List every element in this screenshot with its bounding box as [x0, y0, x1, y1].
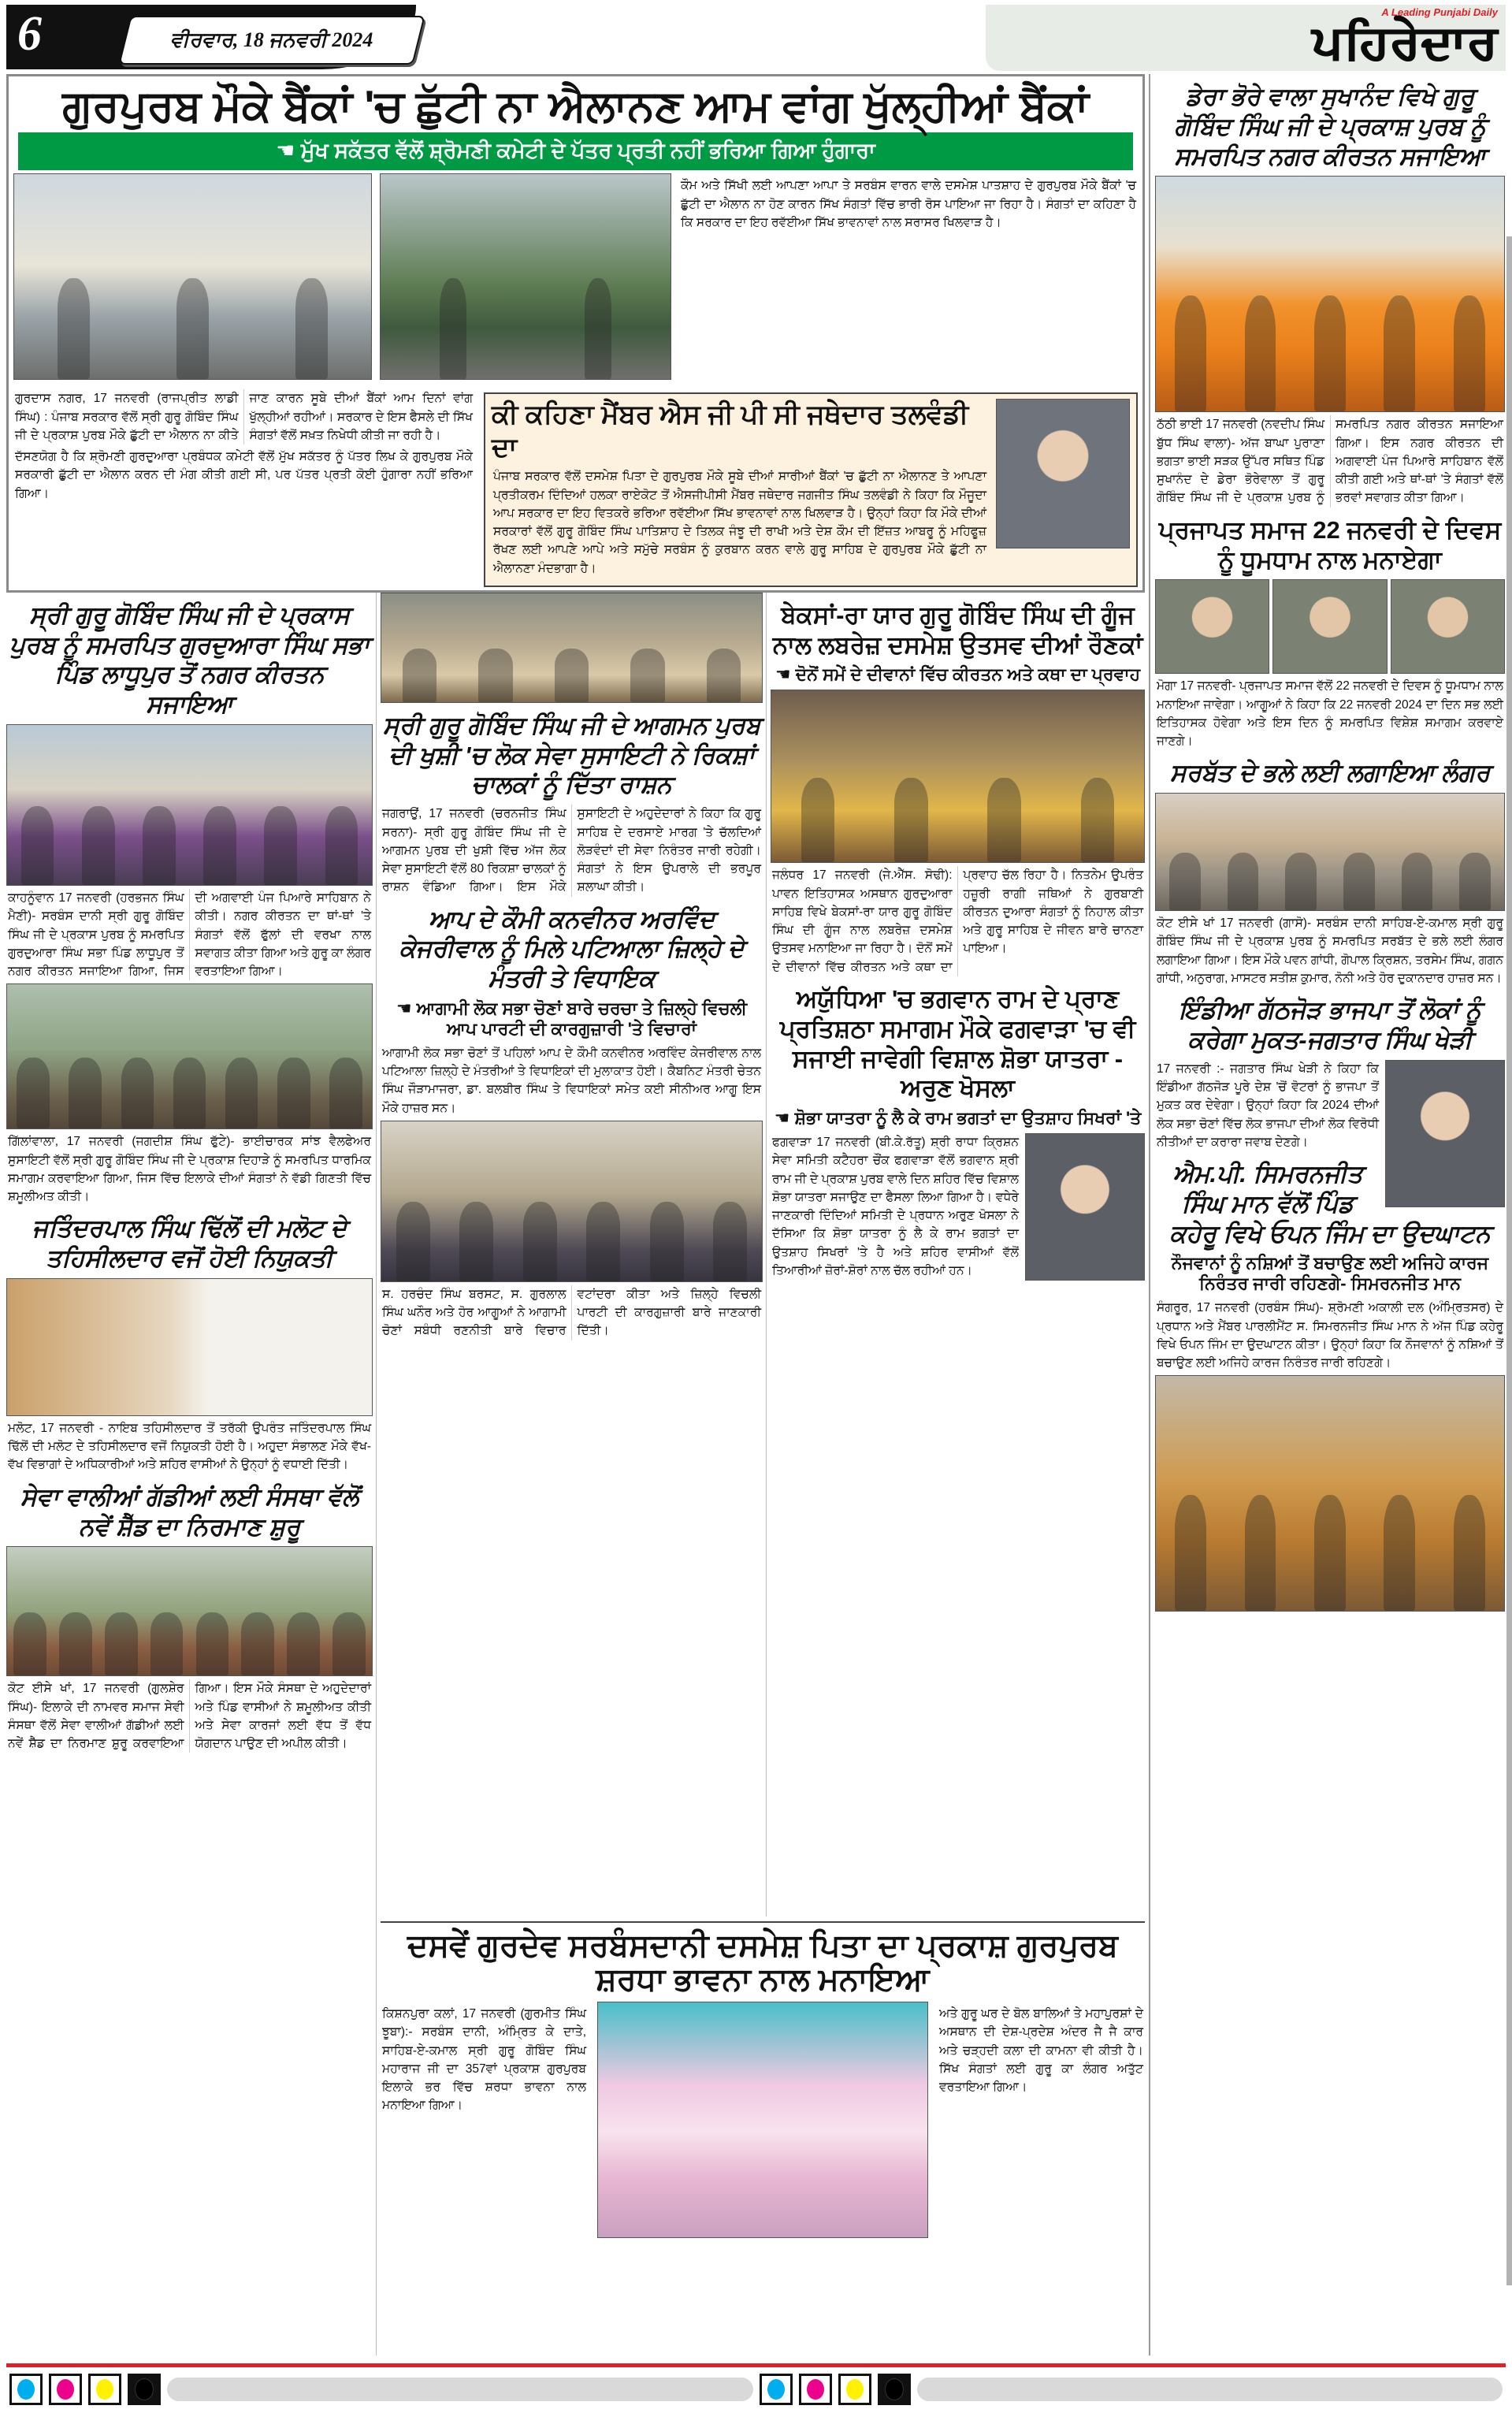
kejriwal-meeting-photo — [381, 1121, 763, 1282]
article-tehsildar — [6, 1214, 373, 1474]
sgpc-member-box — [484, 392, 1138, 586]
member-box-body: ਪੰਜਾਬ ਸਰਕਾਰ ਵੱਲੋਂ ਦਸਮੇਸ਼ ਪਿਤਾ ਦੇ ਗੁਰਪੁਰਬ ਮੌਕੇ ਸੂਬੇ ਦੀਆਂ ਸਾਰੀਆਂ ਬੈਂਕਾਂ 'ਚ ਛੁੱਟੀ ਨਾ ਐਲਾਨਣ ਤੇ ਆਪਣਾ ਪ੍ਰਤੀਕਰਮ ਦਿੰਦਿਆਂ ਹਲਕਾ ਰਾਏਕੋਟ ਤੋਂ ਐਸਜੀਪੀਸੀ ਮੈਂਬਰ ਜਥੇਦਾਰ ਜਗਜੀਤ ਸਿੰਘ ਤਲਵੰਡੀ ਨੇ ਕਿਹਾ ਕਿ ਮੌਜੂਦਾ ਆਪ ਸਰਕਾਰ ਦਾ ਇਹ ਵਿਤਕਰੇ ਭਰਿਆ ਰਵੱਈਆ ਸਿੱਖ ਭਾਵਨਾਵਾਂ ਨਾਲ ਖਿਲਵਾੜ ਹੈ। ਉਨ੍ਹਾਂ ਕਿਹਾ ਕਿ ਮੌਕੇ ਦੀਆਂ ਸਰਕਾਰਾਂ ਵੱਲੋਂ ਗੁਰੂ ਗੋਬਿੰਦ ਸਿੰਘ ਪਾਤਿਸ਼ਾਹ ਦੇ ਤਿਲਕ ਜੰਝੂ ਦੀ ਰਾਖੀ ਅਤੇ ਦੇਸ਼ ਕੌਮ ਦੀ ਇੱਜ਼ਤ ਆਬਰੂ ਨੂੰ ਮਹਿਫੂਜ਼ ਰੱਖਣ ਲਈ ਆਪਣੇ ਆਪੇ ਅਤੇ ਸਮੁੱਚੇ ਸਰਬੰਸ ਨੂੰ ਕੁਰਬਾਨ ਕਰਨ ਵਾਲੇ ਗੁਰੂ ਸਾਹਿਬ ਦੇ ਗੁਰਪੁਰਬ ਮੌਕੇ ਛੁੱਟੀ ਨਾ ਐਲਾਨਣਾ ਮੰਦਭਾਗਾ ਹੈ। — [493, 470, 986, 575]
article-ladhupur — [6, 600, 373, 981]
article-ayodhya — [771, 984, 1145, 1280]
registration-mark-magenta — [799, 2374, 832, 2405]
gray-bar — [917, 2378, 1503, 2401]
bank-building-photo — [380, 173, 671, 380]
kejriwal-body: ਆਗਾਮੀ ਲੋਕ ਸਭਾ ਚੋਣਾਂ ਤੋਂ ਪਹਿਲਾਂ ਆਪ ਦੇ ਕੌਮੀ ਕਨਵੀਨਰ ਅਰਵਿੰਦ ਕੇਜਰੀਵਾਲ ਨਾਲ ਪਟਿਆਲਾ ਜ਼ਿਲ੍ਹੇ ਦੇ ਮੰਤਰੀਆਂ ਤੇ ਵਿਧਾਇਕਾਂ ਦੀ ਮੁਲਾਕਾਤ ਹੋਈ। ਕੈਬਨਿਟ ਮੰਤਰੀ ਚੇਤਨ ਸਿੰਘ ਜੌੜਾਮਾਜਰਾ, ਡਾ. ਬਲਬੀਰ ਸਿੰਘ ਤੇ ਵਿਧਾਇਕਾਂ ਸਮੇਤ ਕਈ ਸੀਨੀਅਰ ਆਗੂ ਇਸ ਮੌਕੇ ਹਾਜ਼ਰ ਸਨ। — [382, 1046, 761, 1115]
tehsildar-headline: ਜਤਿੰਦਰਪਾਲ ਸਿੰਘ ਢਿੱਲੋਂ ਦੀ ਮਲੋਟ ਦੇ ਤਹਿਸੀਲਦਾਰ ਵਜੋਂ ਹੋਈ ਨਿਯੁਕਤੀ — [32, 1214, 347, 1273]
middle-column-1 — [381, 593, 767, 1917]
print-registration-marks — [6, 2367, 1506, 2413]
ladhupur-body: ਕਾਹਨੂੰਵਾਨ 17 ਜਨਵਰੀ (ਹਰਭਜਨ ਸਿੰਘ ਮੈਣੀ)- ਸਰਬੰਸ ਦਾਨੀ ਸ੍ਰੀ ਗੁਰੂ ਗੋਬਿੰਦ ਸਿੰਘ ਜੀ ਦੇ ਪ੍ਰਕਾਸ ਪੁਰਬ ਨੂੰ ਸਮਰਪਿਤ ਗੁਰਦੁਆਰਾ ਸਿੰਘ ਸਭਾ ਪਿੰਡ ਲਾਧੂਪੁਰ ਤੋਂ ਨਗਰ ਕੀਰਤਨ ਸਜਾਇਆ ਗਿਆ, ਜਿਸ ਦੀ ਅਗਵਾਈ ਪੰਜ ਪਿਆਰੇ ਸਾਹਿਬਾਨ ਨੇ ਕੀਤੀ। ਨਗਰ ਕੀਰਤਨ ਦਾ ਥਾਂ-ਥਾਂ 'ਤੇ ਸੰਗਤਾਂ ਵੱਲੋਂ ਫੁੱਲਾਂ ਦੀ ਵਰਖਾ ਨਾਲ ਸਵਾਗਤ ਕੀਤਾ ਗਿਆ ਅਤੇ ਗੁਰੂ ਕਾ ਲੰਗਰ ਵਰਤਾਇਆ ਗਿਆ। — [8, 891, 371, 979]
dasam-body-left: ਕਿਸ਼ਨਪੁਰਾ ਕਲਾਂ, 17 ਜਨਵਰੀ (ਗੁਰਮੀਤ ਸਿੰਘ ਝੂਬਾ):- ਸਰਬੰਸ ਦਾਨੀ, ਅੰਮ੍ਰਿਤ ਕੇ ਦਾਤੇ, ਸਾਹਿਬ-ਏ-ਕਮਾਲ ਸ੍ਰੀ ਗੁਰੂ ਗੋਬਿੰਦ ਸਿੰਘ ਮਹਾਰਾਜ ਜੀ ਦਾ 357ਵਾਂ ਪ੍ਰਕਾਸ਼ ਗੁਰਪੁਰਬ ਇਲਾਕੇ ਭਰ ਵਿੱਚ ਸ਼ਰਧਾ ਭਾਵਨਾ ਨਾਲ ਮਨਾਇਆ ਗਿਆ। — [382, 2007, 586, 2113]
article-dasmesh-utsav — [771, 600, 1145, 976]
left-column — [6, 593, 377, 2355]
ayodhya-headline: ਅਯੁੱਧਿਆ 'ਚ ਭਗਵਾਨ ਰਾਮ ਦੇ ਪ੍ਰਾਣ ਪ੍ਰਤਿਸ਼ਠਾ ਸਮਾਗਮ ਮੌਕੇ ਫਗਵਾੜਾ 'ਚ ਵੀ ਸਜਾਈ ਜਾਵੇਗੀ ਵਿਸ਼ਾਲ ਸ਼ੋਭਾ ਯਾਤਰਾ - ਅਰੁਣ ਖੋਸਲਾ — [779, 984, 1136, 1102]
lead-body-left: ਗੁਰਦਾਸ ਨਗਰ, 17 ਜਨਵਰੀ (ਰਾਜਪ੍ਰੀਤ ਲਾਡੀ ਸਿੰਘ) : ਪੰਜਾਬ ਸਰਕਾਰ ਵੱਲੋਂ ਸ੍ਰੀ ਗੁਰੂ ਗੋਬਿੰਦ ਸਿੰਘ ਜੀ ਦੇ ਪ੍ਰਕਾਸ਼ ਪੁਰਬ ਮੌਕੇ ਛੁੱਟੀ ਦਾ ਐਲਾਨ ਨਾ ਕੀਤੇ ਜਾਣ ਕਾਰਨ ਸੂਬੇ ਦੀਆਂ ਬੈਂਕਾਂ ਆਮ ਦਿਨਾਂ ਵਾਂਗ ਖੁੱਲ੍ਹੀਆਂ ਰਹੀਆਂ। ਸਰਕਾਰ ਦੇ ਇਸ ਫੈਸਲੇ ਦੀ ਸਿੱਖ ਸੰਗਤਾਂ ਵੱਲੋਂ ਸਖ਼ਤ ਨਿਖੇਧੀ ਕੀਤੀ ਜਾ ਰਹੀ ਹੈ। — [15, 392, 473, 442]
registration-mark-black — [878, 2374, 911, 2405]
page-header — [6, 5, 1506, 74]
prajapat-leaders-portraits — [1155, 579, 1505, 674]
nagar-kirtan-procession-photo — [6, 724, 373, 886]
prajapat-body: ਮੋਗਾ 17 ਜਨਵਰੀ- ਪ੍ਰਜਾਪਤ ਸਮਾਜ ਵੱਲੋਂ 22 ਜਨਵਰੀ ਦੇ ਦਿਵਸ ਨੂੰ ਧੂਮਧਾਮ ਨਾਲ ਮਨਾਇਆ ਜਾਵੇਗਾ। ਆਗੂਆਂ ਨੇ ਕਿਹਾ ਕਿ 22 ਜਨਵਰੀ 2024 ਦਾ ਦਿਨ ਸਭ ਲਈ ਇਤਿਹਾਸਕ ਹੋਵੇਗਾ ਅਤੇ ਇਸ ਦਿਨ ਨੂੰ ਸਮਰਪਿਤ ਵਿਸ਼ੇਸ਼ ਸਮਾਗਮ ਕਰਵਾਏ ਜਾਣਗੇ। — [1157, 679, 1503, 749]
mann-headline: ਐਮ.ਪੀ. ਸਿਮਰਨਜੀਤ ਸਿੰਘ ਮਾਨ ਵੱਲੋਂ ਪਿੰਡ ਕਹੇਰੂ ਵਿਖੇ ਓਪਨ ਜਿੰਮ ਦਾ ਉਦਘਾਟਨ — [1169, 1160, 1491, 1247]
date-box — [118, 16, 425, 65]
mann-body: ਸੰਗਰੂਰ, 17 ਜਨਵਰੀ (ਹਰਬੰਸ ਸਿੰਘ)- ਸ਼੍ਰੋਮਣੀ ਅਕਾਲੀ ਦਲ (ਅੰਮ੍ਰਿਤਸਰ) ਦੇ ਪ੍ਰਧਾਨ ਅਤੇ ਮੈਂਬਰ ਪਾਰਲੀਮੈਂਟ ਸ. ਸਿਮਰਨਜੀਤ ਸਿੰਘ ਮਾਨ ਨੇ ਅੱਜ ਪਿੰਡ ਕਹੇਰੂ ਵਿਖੇ ਓਪਨ ਜਿੰਮ ਦਾ ਉਦਘਾਟਨ ਕੀਤਾ। ਉਨ੍ਹਾਂ ਕਿਹਾ ਕਿ ਨੌਜਵਾਨਾਂ ਨੂੰ ਨਸ਼ਿਆਂ ਤੋਂ ਬਚਾਉਣ ਲਈ ਅਜਿਹੇ ਕਾਰਜ ਨਿਰੰਤਰ ਜਾਰੀ ਰਹਿਣਗੇ। — [1157, 1301, 1503, 1370]
lead-kicker: ☚ ਮੁੱਖ ਸਕੱਤਰ ਵੱਲੋਂ ਸ਼੍ਰੋਮਣੀ ਕਮੇਟੀ ਦੇ ਪੱਤਰ ਪ੍ਰਤੀ ਨਹੀਂ ਭਰਿਆ ਗਿਆ ਹੁੰਗਾਰਾ — [18, 132, 1133, 170]
article-rickshaw — [381, 711, 763, 897]
registration-mark-yellow — [88, 2374, 121, 2405]
arun-khosla-portrait-photo — [1025, 1133, 1145, 1281]
langar-body: ਕੋਟ ਈਸੇ ਖਾਂ 17 ਜਨਵਰੀ (ਗਾਸੋ)- ਸਰਬੰਸ ਦਾਨੀ ਸਾਹਿਬ-ਏ-ਕਮਾਲ ਸ੍ਰੀ ਗੁਰੂ ਗੋਬਿੰਦ ਸਿੰਘ ਜੀ ਦੇ ਪ੍ਰਕਾਸ਼ ਪੁਰਬ ਨੂੰ ਸਮਰਪਿਤ ਸਰਬੱਤ ਦੇ ਭਲੇ ਲਈ ਲੰਗਰ ਲਗਾਇਆ ਗਿਆ। ਇਸ ਮੌਕੇ ਪਵਨ ਗਾਂਧੀ, ਗੋਪਾਲ ਕ੍ਰਿਸ਼ਨ, ਤਰਸੇਮ ਸਿੰਘ, ਗਗਨ ਗਾਂਧੀ, ਅਨੁਰਾਗ, ਮਾਸਟਰ ਸਤੀਸ਼ ਕੁਮਾਰ, ਨੋਨੀ ਅਤੇ ਹੋਰ ਦੁਕਾਨਦਾਰ ਹਾਜ਼ਰ ਸਨ। — [1157, 916, 1503, 985]
langar-headline: ਸਰਬੱਤ ਦੇ ਭਲੇ ਲਈ ਲਗਾਇਆ ਲੰਗਰ — [1169, 759, 1491, 787]
ladhupur-headline: ਸ੍ਰੀ ਗੁਰੂ ਗੋਬਿੰਦ ਸਿੰਘ ਜੀ ਦੇ ਪ੍ਰਕਾਸ ਪੁਰਬ ਨੂੰ ਸਮਰਪਿਤ ਗੁਰਦੁਆਰਾ ਸਿੰਘ ਸਭਾ ਪਿੰਡ ਲਾਧੂਪੁਰ ਤੋਂ ਨਗਰ ਕੀਰਤਨ ਸਜਾਇਆ — [9, 600, 370, 719]
dera-body: ਠੱਠੀ ਭਾਈ 17 ਜਨਵਰੀ (ਨਵਦੀਪ ਸਿੰਘ ਬੁੱਧ ਸਿੰਘ ਵਾਲਾ)- ਅੱਜ ਬਾਘਾ ਪੁਰਾਣਾ ਭਗਤਾ ਭਾਈ ਸੜਕ ਉੱਪਰ ਸਥਿਤ ਪਿੰਡ ਸੁਖਾਨੰਦ ਦੇ ਡੇਰਾ ਭੋਰੇਵਾਲਾ ਤੋਂ ਗੁਰੂ ਗੋਬਿੰਦ ਸਿੰਘ ਜੀ ਦੇ ਪ੍ਰਕਾਸ਼ ਪੁਰਬ ਨੂੰ ਸਮਰਪਿਤ ਨਗਰ ਕੀਰਤਨ ਸਜਾਇਆ ਗਿਆ। ਇਸ ਨਗਰ ਕੀਰਤਨ ਦੀ ਅਗਵਾਈ ਪੰਜ ਪਿਆਰੇ ਸਾਹਿਬਾਨ ਵੱਲੋਂ ਕੀਤੀ ਗਈ ਅਤੇ ਥਾਂ-ਥਾਂ 'ਤੇ ਸੰਗਤਾਂ ਵੱਲੋਂ ਭਰਵਾਂ ਸਵਾਗਤ ਕੀਤਾ ਗਿਆ। — [1157, 418, 1503, 505]
jathedar-talwandi-portrait-photo — [996, 399, 1130, 548]
kejriwal-kicker: ☚ ਆਗਾਮੀ ਲੋਕ ਸਭਾ ਚੋਣਾਂ ਬਾਰੇ ਚਰਚਾ ਤੇ ਜ਼ਿਲ੍ਹੇ ਵਿਚਲੀ ਆਪ ਪਾਰਟੀ ਦੀ ਕਾਰਗੁਜ਼ਾਰੀ 'ਤੇ ਵਿਚਾਰਾਂ — [396, 998, 748, 1039]
dasam-headline: ਦਸਵੇਂ ਗੁਰਦੇਵ ਸਰਬੰਸਦਾਨੀ ਦਸਮੇਸ਼ ਪਿਤਾ ਦਾ ਪ੍ਰਕਾਸ਼ ਗੁਰਪੁਰਬ ਸ਼ਰਧਾ ਭਾਵਨਾ ਨਾਲ ਮਨਾਇਆ — [407, 1928, 1118, 1998]
middle-column-2 — [771, 593, 1145, 1917]
leader-portrait-2 — [1272, 579, 1387, 674]
leader-portrait-3 — [1391, 579, 1505, 674]
decorated-palki-photo — [597, 2002, 928, 2238]
registration-mark-black — [128, 2374, 161, 2405]
registration-mark-yellow — [838, 2374, 871, 2405]
lead-body-right: ਦੱਸਣਯੋਗ ਹੈ ਕਿ ਸ਼੍ਰੋਮਣੀ ਗੁਰਦੁਆਰਾ ਪ੍ਰਬੰਧਕ ਕਮੇਟੀ ਵੱਲੋਂ ਮੁੱਖ ਸਕੱਤਰ ਨੂੰ ਪੱਤਰ ਲਿਖ ਕੇ ਗੁਰਪੁਰਬ ਮੌਕੇ ਸਰਕਾਰੀ ਛੁੱਟੀ ਦਾ ਐਲਾਨ ਕਰਨ ਦੀ ਮੰਗ ਕੀਤੀ ਗਈ ਸੀ, ਪਰ ਪੱਤਰ ਪ੍ਰਤੀ ਕੋਈ ਹੁੰਗਾਰਾ ਨਹੀਂ ਭਰਿਆ ਗਿਆ। — [15, 450, 473, 500]
bank-exterior-photo — [13, 173, 372, 380]
registration-mark-cyan — [9, 2374, 43, 2405]
gray-bar — [167, 2378, 753, 2401]
registration-mark-cyan — [760, 2374, 793, 2405]
rickshaw-body: ਜਗਰਾਉਂ, 17 ਜਨਵਰੀ (ਚਰਨਜੀਤ ਸਿੰਘ ਸਰਨਾ)- ਸ੍ਰੀ ਗੁਰੂ ਗੋਬਿੰਦ ਸਿੰਘ ਜੀ ਦੇ ਆਗਮਨ ਪੁਰਬ ਦੀ ਖੁਸ਼ੀ ਵਿੱਚ ਅੱਜ ਲੋਕ ਸੇਵਾ ਸੁਸਾਇਟੀ ਵੱਲੋਂ 80 ਰਿਕਸ਼ਾ ਚਾਲਕਾਂ ਨੂੰ ਰਾਸ਼ਨ ਵੰਡਿਆ ਗਿਆ। ਇਸ ਮੌਕੇ ਸੁਸਾਇਟੀ ਦੇ ਅਹੁਦੇਦਾਰਾਂ ਨੇ ਕਿਹਾ ਕਿ ਗੁਰੂ ਸਾਹਿਬ ਦੇ ਦਰਸਾਏ ਮਾਰਗ 'ਤੇ ਚੱਲਦਿਆਂ ਲੋੜਵੰਦਾਂ ਦੀ ਸੇਵਾ ਨਿਰੰਤਰ ਜਾਰੀ ਰਹੇਗੀ। ਸੰਗਤਾਂ ਨੇ ਇਸ ਉਪਰਾਲੇ ਦੀ ਭਰਪੂਰ ਸ਼ਲਾਘਾ ਕੀਤੀ। — [382, 807, 761, 894]
utsav-body: ਜਲੰਧਰ 17 ਜਨਵਰੀ (ਜੇ.ਐੱਸ. ਸੋਢੀ): ਪਾਵਨ ਇਤਿਹਾਸਕ ਅਸਥਾਨ ਗੁਰਦੁਆਰਾ ਸਾਹਿਬ ਵਿਖੇ ਬੇਕਸਾਂ-ਰਾ ਯਾਰ ਗੁਰੂ ਗੋਬਿੰਦ ਸਿੰਘ ਦੀ ਗੂੰਜ ਨਾਲ ਲਬਰੇਜ਼ ਦਸਮੇਸ਼ ਉਤਸਵ ਮਨਾਇਆ ਜਾ ਰਿਹਾ ਹੈ। ਦੋਨੋਂ ਸਮੇਂ ਦੇ ਦੀਵਾਨਾਂ ਵਿੱਚ ਕੀਰਤਨ ਅਤੇ ਕਥਾ ਦਾ ਪ੍ਰਵਾਹ ਚੱਲ ਰਿਹਾ ਹੈ। ਨਿਤਨੇਮ ਉਪਰੰਤ ਹਜ਼ੂਰੀ ਰਾਗੀ ਜਥਿਆਂ ਨੇ ਗੁਰਬਾਣੀ ਕੀਰਤਨ ਦੁਆਰਾ ਸੰਗਤਾਂ ਨੂੰ ਨਿਹਾਲ ਕੀਤਾ ਅਤੇ ਗੁਰੂ ਸਾਹਿਬ ਦੇ ਜੀਵਨ ਬਾਰੇ ਚਾਨਣਾ ਪਾਇਆ। — [772, 868, 1143, 974]
mann-kicker: ਨੌਜਵਾਨਾਂ ਨੂੰ ਨਸ਼ਿਆਂ ਤੋਂ ਬਚਾਉਣ ਲਈ ਅਜਿਹੇ ਕਾਰਜ ਨਿਰੰਤਰ ਜਾਰੀ ਰਹਿਣਗੇ- ਸਿਮਰਨਜੀਤ ਮਾਨ — [1171, 1253, 1489, 1294]
gillanwala-body: ਗਿੱਲਾਂਵਾਲਾ, 17 ਜਨਵਰੀ (ਜਗਦੀਸ਼ ਸਿੰਘ ਫੁੱਟੇ)- ਭਾਈਚਾਰਕ ਸਾਂਝ ਵੈਲਫੇਅਰ ਸੁਸਾਇਟੀ ਵੱਲੋਂ ਸ੍ਰੀ ਗੁਰੂ ਗੋਬਿੰਦ ਸਿੰਘ ਜੀ ਦੇ ਪ੍ਰਕਾਸ਼ ਦਿਹਾੜੇ ਨੂੰ ਸਮਰਪਿਤ ਧਾਰਮਿਕ ਸਮਾਗਮ ਕਰਵਾਇਆ ਗਿਆ, ਜਿਸ ਵਿੱਚ ਇਲਾਕੇ ਦੀਆਂ ਸੰਗਤਾਂ ਨੇ ਵੱਡੀ ਗਿਣਤੀ ਵਿੱਚ ਸ਼ਮੂਲੀਅਤ ਕੀਤੀ। — [8, 1135, 371, 1204]
tehsildar-body: ਮਲੋਟ, 17 ਜਨਵਰੀ - ਨਾਇਬ ਤਹਿਸੀਲਦਾਰ ਤੋਂ ਤਰੱਕੀ ਉਪਰੰਤ ਜਤਿੰਦਰਪਾਲ ਸਿੰਘ ਢਿੱਲੋਂ ਦੀ ਮਲੋਟ ਦੇ ਤਹਿਸੀਲਦਾਰ ਵਜੋਂ ਨਿਯੁਕਤੀ ਹੋਈ ਹੈ। ਅਹੁਦਾ ਸੰਭਾਲਣ ਮੌਕੇ ਵੱਖ-ਵੱਖ ਵਿਭਾਗਾਂ ਦੇ ਅਧਿਕਾਰੀਆਂ ਅਤੇ ਸ਼ਹਿਰ ਵਾਸੀਆਂ ਨੇ ਉਨ੍ਹਾਂ ਨੂੰ ਵਧਾਈ ਦਿੱਤੀ। — [8, 1421, 371, 1472]
article-kejriwal — [381, 905, 763, 1340]
kirtan-diwan-photo — [771, 690, 1145, 863]
utsav-headline: ਬੇਕਸਾਂ-ਰਾ ਯਾਰ ਗੁਰੂ ਗੋਬਿੰਦ ਸਿੰਘ ਦੀ ਗੂੰਜ ਨਾਲ ਲਬਰੇਜ਼ ਦਸਮੇਸ਼ ਉਤਸਵ ਦੀਆਂ ਰੌਣਕਾਂ — [772, 600, 1143, 659]
lead-body-side: ਕੌਮ ਅਤੇ ਸਿੱਖੀ ਲਈ ਆਪਣਾ ਆਪਾ ਤੇ ਸਰਬੰਸ ਵਾਰਨ ਵਾਲੇ ਦਸਮੇਸ਼ ਪਾਤਸ਼ਾਹ ਦੇ ਗੁਰਪੁਰਬ ਮੌਕੇ ਬੈਂਕਾਂ 'ਚ ਛੁੱਟੀ ਦਾ ਐਲਾਨ ਨਾ ਹੋਣ ਕਾਰਨ ਸਿੱਖ ਸੰਗਤਾਂ ਵਿੱਚ ਭਾਰੀ ਰੋਸ ਪਾਇਆ ਜਾ ਰਿਹਾ ਹੈ। ਸੰਗਤਾਂ ਦਾ ਕਹਿਣਾ ਹੈ ਕਿ ਸਰਕਾਰ ਦਾ ਇਹ ਰਵੱਈਆ ਸਿੱਖ ਭਾਵਨਾਵਾਂ ਨਾਲ ਸਰਾਸਰ ਖਿਲਵਾੜ ਹੈ। — [681, 179, 1136, 229]
article-dasam-gurpurab — [381, 1921, 1145, 2355]
article-gillanwala — [6, 983, 373, 1206]
masthead-logo: ਪਹਿਰੇਦਾਰ — [1311, 16, 1498, 69]
community-group-photo — [6, 983, 373, 1129]
page-body — [6, 74, 1506, 2355]
jagtar-kheri-portrait-photo — [1385, 1060, 1505, 1207]
ayodhya-body: ਫਗਵਾੜਾ 17 ਜਨਵਰੀ (ਬੀ.ਕੇ.ਰੱਤੂ) ਸ਼੍ਰੀ ਰਾਧਾ ਕ੍ਰਿਸ਼ਨ ਸੇਵਾ ਸਮਿਤੀ ਕਟੈਹਰਾ ਚੌਂਕ ਫਗਵਾੜਾ ਵੱਲੋਂ ਭਗਵਾਨ ਸ਼੍ਰੀ ਰਾਮ ਜੀ ਦੇ ਪ੍ਰਕਾਸ਼ ਪੁਰਬ ਵਾਲੇ ਦਿਨ ਸ਼ਹਿਰ ਵਿੱਚ ਵਿਸ਼ਾਲ ਸ਼ੋਭਾ ਯਾਤਰਾ ਸਜਾਉਣ ਦਾ ਫੈਸਲਾ ਲਿਆ ਗਿਆ ਹੈ। ਵਧੇਰੇ ਜਾਣਕਾਰੀ ਦਿੰਦਿਆਂ ਸਮਿਤੀ ਦੇ ਪ੍ਰਧਾਨ ਅਰੁਣ ਖੋਸਲਾ ਨੇ ਦੱਸਿਆ ਕਿ ਸ਼ੋਭਾ ਯਾਤਰਾ ਨੂੰ ਲੈ ਕੇ ਰਾਮ ਭਗਤਾਂ ਦਾ ਉਤਸ਼ਾਹ ਸਿਖਰਾਂ 'ਤੇ ਹੈ ਅਤੇ ਸ਼ਹਿਰ ਵਾਸੀਆਂ ਵੱਲੋਂ ਤਿਆਰੀਆਂ ਜ਼ੋਰਾਂ-ਸ਼ੋਰਾਂ ਨਾਲ ਚੱਲ ਰਹੀਆਂ ਹਨ। — [772, 1136, 1019, 1277]
shed-body: ਕੋਟ ਈਸੇ ਖਾਂ, 17 ਜਨਵਰੀ (ਗੁਲਸ਼ੇਰ ਸਿੰਘ)- ਇਲਾਕੇ ਦੀ ਨਾਮਵਰ ਸਮਾਜ ਸੇਵੀ ਸੰਸਥਾ ਵੱਲੋਂ ਸੇਵਾ ਵਾਲੀਆਂ ਗੱਡੀਆਂ ਲਈ ਨਵੇਂ ਸ਼ੈੱਡ ਦਾ ਨਿਰਮਾਣ ਸ਼ੁਰੂ ਕਰਵਾਇਆ ਗਿਆ। ਇਸ ਮੌਕੇ ਸੰਸਥਾ ਦੇ ਅਹੁਦੇਦਾਰਾਂ ਅਤੇ ਪਿੰਡ ਵਾਸੀਆਂ ਨੇ ਸ਼ਮੂਲੀਅਤ ਕੀਤੀ ਅਤੇ ਸੇਵਾ ਕਾਰਜਾਂ ਲਈ ਵੱਧ ਤੋਂ ਵੱਧ ਯੋਗਦਾਨ ਪਾਉਣ ਦੀ ਅਪੀਲ ਕੀਤੀ। — [8, 1682, 371, 1751]
right-column — [1149, 74, 1505, 2355]
page-footer — [6, 2363, 1506, 2413]
masthead — [986, 5, 1506, 71]
saffron-nagar-kirtan-photo — [1155, 176, 1505, 412]
member-box-headline: ਕੀ ਕਹਿਣਾ ਮੈਂਬਰ ਐਸ ਜੀ ਪੀ ਸੀ ਜਥੇਦਾਰ ਤਲਵੰਡੀ ਦਾ — [492, 400, 969, 463]
article-india — [1155, 995, 1505, 1151]
open-gym-inauguration-photo — [1155, 1375, 1505, 1612]
india-body: 17 ਜਨਵਰੀ :- ਜਗਤਾਰ ਸਿੰਘ ਖੇੜੀ ਨੇ ਕਿਹਾ ਕਿ ਇੰਡੀਆ ਗੱਠਜੋੜ ਪੂਰੇ ਦੇਸ਼ 'ਚੋਂ ਵੋਟਰਾਂ ਨੂੰ ਭਾਜਪਾ ਤੋਂ ਮੁਕਤ ਕਰ ਦੇਵੇਗਾ। ਉਨ੍ਹਾਂ ਕਿਹਾ ਕਿ 2024 ਦੀਆਂ ਲੋਕ ਸਭਾ ਚੋਣਾਂ ਵਿੱਚ ਲੋਕ ਭਾਜਪਾ ਦੀਆਂ ਲੋਕ ਵਿਰੋਧੀ ਨੀਤੀਆਂ ਦਾ ਕਰਾਰਾ ਜਵਾਬ ਦੇਣਗੇ। — [1157, 1061, 1379, 1149]
prajapat-headline: ਪ੍ਰਜਾਪਤ ਸਮਾਜ 22 ਜਨਵਰੀ ਦੇ ਦਿਵਸ ਨੂੰ ਧੂਮਧਾਮ ਨਾਲ ਮਨਾਏਗਾ — [1158, 515, 1502, 574]
rickshaw-headline: ਸ੍ਰੀ ਗੁਰੂ ਗੋਬਿੰਦ ਸਿੰਘ ਜੀ ਦੇ ਆਗਮਨ ਪੁਰਬ ਦੀ ਖੁਸ਼ੀ 'ਚ ਲੋਕ ਸੇਵਾ ਸੁਸਾਇਟੀ ਨੇ ਰਿਕਸ਼ਾਂ ਚਾਲਕਾਂ ਨੂੰ ਦਿੱਤਾ ਰਾਸ਼ਨ — [382, 711, 761, 799]
article-langar — [1155, 758, 1505, 987]
article-prajapat — [1155, 515, 1505, 751]
kejriwal-body2: ਸ. ਹਰਚੰਦ ਸਿੰਘ ਬਰਸਟ, ਸ. ਗੁਰਲਾਲ ਸਿੰਘ ਘਨੌਰ ਅਤੇ ਹੋਰ ਆਗੂਆਂ ਨੇ ਆਗਾਮੀ ਚੋਣਾਂ ਸਬੰਧੀ ਰਣਨੀਤੀ ਬਾਰੇ ਵਿਚਾਰ ਵਟਾਂਦਰਾ ਕੀਤਾ ਅਤੇ ਜ਼ਿਲ੍ਹੇ ਵਿਚਲੀ ਪਾਰਟੀ ਦੀ ਕਾਰਗੁਜ਼ਾਰੀ ਬਾਰੇ ਜਾਣਕਾਰੀ ਦਿੱਤੀ। — [382, 1287, 761, 1338]
india-headline: ਇੰਡੀਆ ਗੱਠਜੋੜ ਭਾਜਪਾ ਤੋਂ ਲੋਕਾਂ ਨੂੰ ਕਰੇਗਾ ਮੁਕਤ-ਜਗਤਾਰ ਸਿੰਘ ਖੇੜੀ — [1179, 996, 1481, 1054]
article-shed — [6, 1482, 373, 1753]
dera-headline: ਡੇਰਾ ਭੋਰੇ ਵਾਲਾ ਸੁਖਾਨੰਦ ਵਿਖੇ ਗੁਰੂ ਗੋਬਿੰਦ ਸਿੰਘ ਜੀ ਦੇ ਪ੍ਰਕਾਸ਼ ਪੁਰਬ ਨੂੰ ਸਮਰਪਿਤ ਨਗਰ ਕੀਰਤਨ ਸਜਾਇਆ — [1174, 83, 1486, 170]
article-dera — [1155, 82, 1505, 508]
date-text: ਵੀਰਵਾਰ, 18 ਜਨਵਰੀ 2024 — [170, 28, 373, 51]
masthead-tagline: A Leading Punjabi Daily — [1381, 6, 1498, 18]
shed-construction-group-photo — [6, 1546, 373, 1676]
dasam-body-right: ਅਤੇ ਗੁਰੂ ਘਰ ਦੇ ਬੋਲ ਬਾਲਿਆਂ ਤੇ ਮਹਾਪੁਰਸ਼ਾਂ ਦੇ ਅਸਥਾਨ ਦੀ ਦੇਸ਼-ਪ੍ਰਦੇਸ਼ ਅੰਦਰ ਜੈ ਜੈ ਕਾਰ ਅਤੇ ਚੜ੍ਹਦੀ ਕਲਾ ਦੀ ਕਾਮਨਾ ਵੀ ਕੀਤੀ ਹੈ। ਸਿੱਖ ਸੰਗਤਾਂ ਲਈ ਗੁਰੂ ਕਾ ਲੰਗਰ ਅਤੁੱਟ ਵਰਤਾਇਆ ਗਿਆ। — [939, 2007, 1143, 2095]
tehsildar-office-photo — [6, 1278, 373, 1416]
ration-distribution-photo — [381, 593, 763, 703]
shed-headline: ਸੇਵਾ ਵਾਲੀਆਂ ਗੱਡੀਆਂ ਲਈ ਸੰਸਥਾ ਵੱਲੋਂ ਨਵੇਂ ਸ਼ੈੱਡ ਦਾ ਨਿਰਮਾਣ ਸ਼ੁਰੂ — [20, 1482, 359, 1541]
article-mann — [1155, 1159, 1505, 1612]
langar-seva-photo — [1155, 793, 1505, 911]
registration-mark-magenta — [49, 2374, 82, 2405]
leader-portrait-1 — [1155, 579, 1269, 674]
utsav-kicker: ☚ ਦੋਨੋਂ ਸਮੇਂ ਦੇ ਦੀਵਾਨਾਂ ਵਿੱਚ ਕੀਰਤਨ ਅਤੇ ਕਥਾ ਦਾ ਪ੍ਰਵਾਹ — [775, 664, 1141, 685]
ayodhya-kicker: ☚ ਸ਼ੋਭਾ ਯਾਤਰਾ ਨੂੰ ਲੈ ਕੇ ਰਾਮ ਭਗਤਾਂ ਦਾ ਉਤਸ਼ਾਹ ਸਿਖਰਾਂ 'ਤੇ — [774, 1108, 1142, 1128]
scan-edge-strip — [1506, 236, 1512, 2285]
lead-story — [6, 74, 1145, 593]
kejriwal-headline: ਆਪ ਦੇ ਕੌਮੀ ਕਨਵੀਨਰ ਅਰਵਿੰਦ ਕੇਜਰੀਵਾਲ ਨੂੰ ਮਿਲੇ ਪਟਿਆਲਾ ਜ਼ਿਲ੍ਹੇ ਦੇ ਮੰਤਰੀ ਤੇ ਵਿਧਾਇਕ — [399, 905, 745, 993]
lead-headline: ਗੁਰਪੁਰਬ ਮੌਕੇ ਬੈਂਕਾਂ 'ਚ ਛੁੱਟੀ ਨਾ ਐਲਾਨਣ ਆਮ ਵਾਂਗ ਖੁੱਲ੍ਹੀਆਂ ਬੈਂਕਾਂ — [62, 81, 1089, 130]
page-number: 6 — [17, 7, 42, 61]
